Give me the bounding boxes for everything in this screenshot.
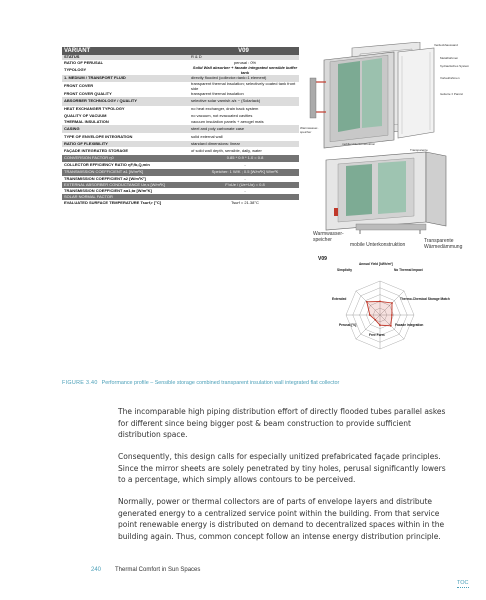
label-isoliert: Isolierte ± Panzel [440, 92, 463, 96]
row-label: EXTERNAL ABSORBER CONDUCTANCE Ue,s [W/m²K] [64, 181, 165, 187]
row-value: - [244, 175, 246, 181]
radar-label-thermal-impact: No Thermal Impact [394, 268, 423, 272]
header-v09: V09 [238, 47, 249, 54]
radar-label-facade: Facade integration [395, 323, 424, 327]
figure-number: FIGURE 3.40 [62, 380, 98, 386]
row-value: transparent thermal insulation [191, 90, 244, 96]
row-label: HEAT EXCHANGER TYPOLOGY [64, 106, 125, 112]
radar-point [369, 314, 371, 316]
body-paragraph-1: The incomparable high piping distribution effort of directly flooded tubes parallel askes for different since being bigger post & beam construction to provide sufficient distribution space. [118, 407, 446, 439]
row-value: F'αUe / (Ue+Uα) = 0.8 [225, 181, 265, 187]
radar-point [391, 314, 393, 316]
row-label: RATIO OF PERUSAL [64, 59, 104, 65]
row-value: transparent thermal insulation; selectively coated tank front side [191, 81, 296, 91]
label-verdeck: Verdeckhaussand [434, 43, 458, 47]
row-label: THERMAL INSULATION [64, 118, 109, 124]
facade-assembled-diagram [316, 150, 466, 235]
figure-caption-text: Performance profile – Sensible storage combined transparent insulation wall integrated flat collector [101, 380, 340, 386]
row-label: RATIO OF FLEXIBILITY [64, 140, 108, 146]
radar-point [379, 301, 381, 303]
radar-point [379, 324, 381, 326]
figure-caption [62, 380, 452, 386]
row-label: COLLECTOR EFFICIENCY RATIO ηF,fb,Q,min [64, 162, 150, 168]
row-value: standard dimensions: linear [191, 140, 240, 146]
label-vorlauf: Vorlaufrahmen [440, 76, 460, 80]
spec-table [62, 47, 299, 206]
label-unterkonstruktion: mobile Unterkonstruktion [350, 242, 406, 248]
row-value: steel and poly carbonate case [191, 125, 245, 131]
radar-chart [316, 257, 444, 377]
row-value: of solid wall depth, sensible, daily, water [191, 147, 262, 153]
radar-label-simplicity: Simplicity [337, 268, 353, 272]
row-label: FAÇADE INTEGRATED STORAGE [64, 147, 129, 153]
table-row [62, 155, 299, 162]
radar-point [366, 301, 368, 303]
label-tw-small: Transparente [410, 148, 428, 152]
table-row [62, 169, 299, 176]
table-row [62, 66, 299, 75]
radar-label-storage: Thermo-Chemical Storage Match [400, 297, 450, 301]
row-label: TYPOLOGY [64, 67, 87, 73]
row-value: R & D [191, 54, 202, 60]
row-value: directly flooded (collector=tank=1 element) [191, 75, 267, 81]
row-value: solid external wall [191, 133, 223, 139]
row-label: 1. MEDIUM / TRANSPORT FLUID [64, 75, 126, 81]
radar-label-freeform: Free Form [369, 333, 385, 337]
row-value: Solid Wall absorber + facade integrated sensible buffer tank [192, 65, 298, 75]
radar-point [374, 319, 376, 321]
table-row [62, 162, 299, 169]
row-label: CASING [64, 125, 80, 131]
row-value: perusal : 0% [233, 59, 257, 65]
radar-series [367, 301, 392, 325]
row-value: no vacuum, not evacuated cavities [191, 112, 253, 118]
radar-label-yield: Annual Yield [kWh/m²] [359, 262, 393, 266]
row-label: ABSORBER TECHNOLOGY / QUALITY [64, 98, 138, 104]
table-header [62, 47, 299, 55]
table-row [62, 200, 299, 206]
table-row [62, 125, 299, 133]
row-label: TRANSMISSION COEFFICIENT a2 [W/m²K²] [64, 175, 146, 181]
label-speicher-small: Warmwasser-speicher [300, 126, 319, 134]
row-label: STATUS [64, 54, 80, 60]
body-paragraph-3: Normally, power or thermal collectors are of parts of envelope layers and distribute generated energy to a centralized service point within the building. From that service point renewable energy is distributed on demand to decentralized spaces within in the building again. Thus, common concept follow an intense energy distribution principle. [118, 497, 445, 541]
label-transparente: Transparente Wärmedämmung [424, 238, 463, 250]
row-value: Speicher: 1 W/K ; 0.5 [W/m²K] W/m²K [211, 169, 279, 175]
row-label: EVALUATED SURFACE TEMPERATURE Tsurf,r [°C] [64, 199, 162, 205]
row-value: selective solar varnish a/ε ~ (Solarlack) [191, 98, 261, 104]
radar-title: V09 [318, 256, 327, 262]
table-body [62, 55, 299, 206]
row-value: Tsurf = 21.38°C [231, 199, 259, 205]
header-variant: VARIANT [64, 47, 91, 54]
row-value: 0.85 * 0.9 * 1.0 = 0.8 [226, 155, 264, 161]
row-label: FRONT COVER QUALITY [64, 90, 112, 96]
table-row [62, 97, 299, 106]
row-value: vacuum insulation panels + aerogel mats [191, 118, 264, 124]
radar-point [390, 325, 392, 327]
label-metallrahmen: Metallrahmen [440, 56, 459, 60]
radar-point [391, 302, 393, 304]
row-label: TYPE OF ENVELOPE INTEGRATION [64, 133, 133, 139]
table-row [62, 147, 299, 155]
running-footer-title: Thermal Comfort in Sun Spaces [115, 567, 201, 573]
page-number: 240 [91, 567, 102, 573]
row-value: no heat exchanger, drain back system [191, 106, 259, 112]
table-row [62, 106, 299, 113]
table-row [62, 133, 299, 141]
radar-label-extended: Extended [332, 297, 347, 301]
body-paragraph-2: Consequently, this design calls for especially unitized prefabricated façade principles. Since the mirror sheets are solely penetrated by tiny holes, perusal significantly lowers to a percentage, which simply allows contours to be perceived. [118, 452, 446, 484]
row-label: SOLAR NORMAL FACTOR [64, 193, 113, 199]
row-value: - [244, 187, 246, 193]
row-label: CONVERSION FACTOR η0 [64, 155, 114, 161]
label-hydraulik: hydraulisches System [440, 64, 470, 68]
table-row [62, 82, 299, 91]
row-label: FRONT COVER [64, 83, 94, 89]
radar-label-perusal: Perusal [%] [339, 323, 357, 327]
row-label: TRANSMISSION COEFFICIENT a1 [W/m²K] [64, 169, 144, 175]
row-label: TRANSMISSION COEFFICIENT aα1,tα [W/m²K] [64, 187, 152, 193]
row-label: QUALITY OF VACUUM [64, 112, 107, 118]
label-speicher: Warmwasser-speicher [313, 231, 344, 243]
toc-link[interactable]: TOC [457, 580, 469, 586]
row-value: - [244, 162, 246, 168]
label-unterkonstruktion-small: mobile Unterkonstruktion [342, 142, 376, 146]
